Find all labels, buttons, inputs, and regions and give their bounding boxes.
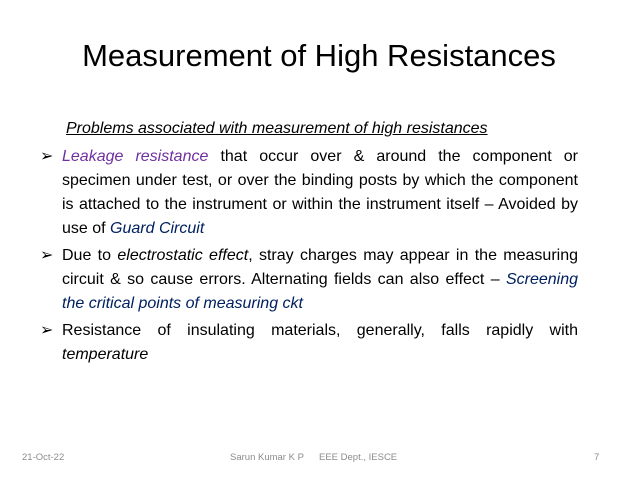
- bullet-highlight: Leakage resistance: [62, 148, 209, 165]
- bullet-emphasis: electrostatic effect: [117, 247, 249, 264]
- bullet-item-electrostatic: [40, 244, 578, 316]
- arrow-bullet-icon: ➢: [40, 148, 54, 165]
- footer-author: Sarun Kumar K P: [230, 452, 304, 463]
- bullet-list: [40, 145, 578, 370]
- footer-department: EEE Dept., IESCE: [319, 452, 398, 463]
- bullet-text: Resistance of insulating materials, generally, falls rapidly with: [62, 322, 578, 339]
- bullet-lead: Due to: [62, 247, 118, 264]
- slide-subtitle: Problems associated with measurement of high resistances: [66, 120, 488, 137]
- bullet-item-insulation: [40, 319, 578, 367]
- arrow-bullet-icon: ➢: [40, 322, 54, 339]
- slide-title: Measurement of High Resistances: [82, 38, 556, 73]
- bullet-text: that occur over & around the component or specimen under test, or over the binding posts by which the component is attached to the instrument or within the instrument itself – Avoided by use of: [62, 148, 579, 237]
- bullet-item-leakage: [40, 145, 578, 241]
- bullet-link: Screening the critical points of measuring ckt: [62, 271, 578, 312]
- bullet-link: Guard Circuit: [110, 220, 205, 237]
- bullet-text: , stray charges may appear in the measuring circuit & so cause errors. Alternating fields can also effect –: [62, 247, 578, 288]
- bullet-emphasis: temperature: [62, 346, 149, 363]
- footer-page-number: 7: [594, 452, 600, 463]
- arrow-bullet-icon: ➢: [40, 247, 54, 264]
- footer-date: 21-Oct-22: [22, 452, 65, 463]
